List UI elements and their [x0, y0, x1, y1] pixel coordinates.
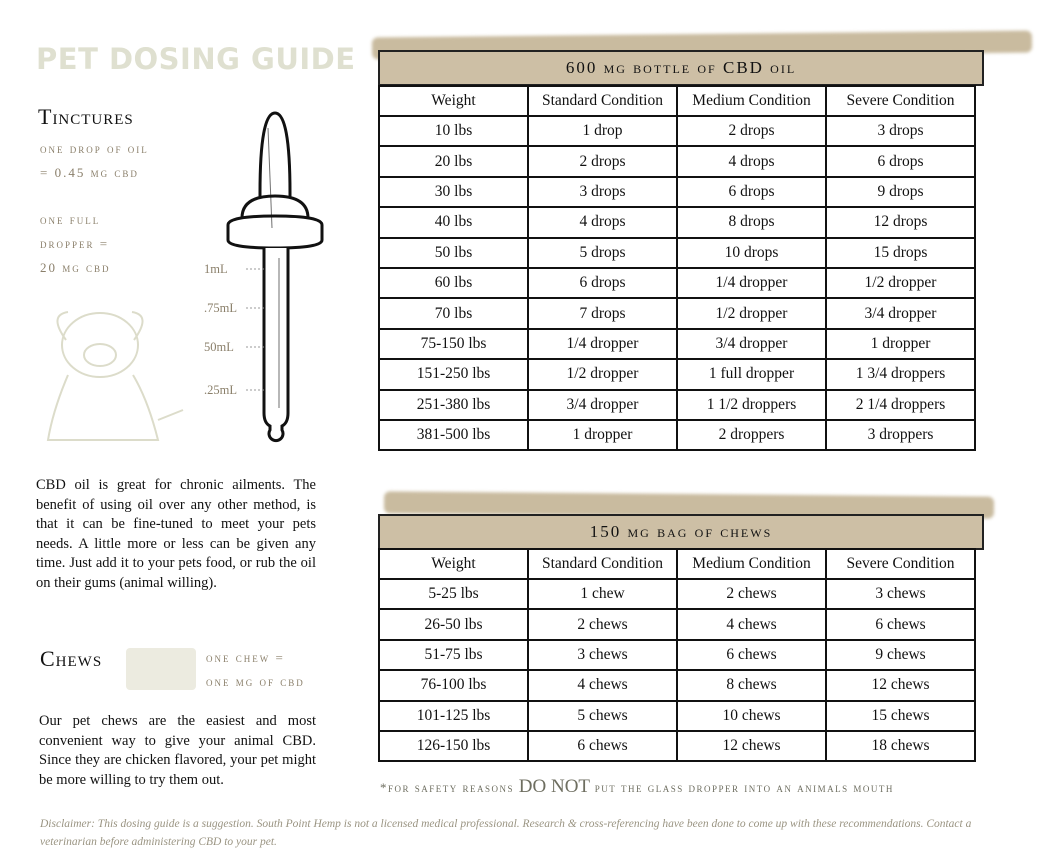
table-cell: 8 chews — [677, 670, 826, 700]
table-cell: 51-75 lbs — [379, 640, 528, 670]
table-row — [379, 298, 975, 328]
table-cell: 10 drops — [677, 238, 826, 268]
page-title: PET DOSING GUIDE — [36, 42, 356, 76]
table-cell: 50 lbs — [379, 238, 528, 268]
table-cell: 40 lbs — [379, 207, 528, 237]
table-cell: 2 drops — [677, 116, 826, 146]
drop-note — [40, 137, 149, 185]
dropper-note-line: dropper = — [40, 236, 110, 251]
table-cell: 8 drops — [677, 207, 826, 237]
table-cell: 2 1/4 droppers — [826, 390, 975, 420]
table-cell: 126-150 lbs — [379, 731, 528, 761]
table-cell: 101-125 lbs — [379, 701, 528, 731]
table-cell: 18 chews — [826, 731, 975, 761]
table-cell: 3/4 dropper — [677, 329, 826, 359]
table-cell: 3 drops — [826, 116, 975, 146]
table-cell: 6 chews — [528, 731, 677, 761]
table-cell: 9 chews — [826, 640, 975, 670]
table-cell: 2 chews — [528, 609, 677, 639]
table-cell: 1 3/4 droppers — [826, 359, 975, 389]
table-row — [379, 609, 975, 639]
table-cell: 1/2 dropper — [677, 298, 826, 328]
table-cell: 60 lbs — [379, 268, 528, 298]
table-cell: 10 chews — [677, 701, 826, 731]
table-cell: 6 chews — [826, 609, 975, 639]
table-cell: 5 drops — [528, 238, 677, 268]
chew-illustration — [126, 648, 196, 690]
table-cell: 12 chews — [677, 731, 826, 761]
table-cell: 3 chews — [826, 579, 975, 609]
column-header: Standard Condition — [528, 549, 677, 579]
table-cell: 3 chews — [528, 640, 677, 670]
table-cell: 7 drops — [528, 298, 677, 328]
table-cell: 1 dropper — [826, 329, 975, 359]
table-cell: 1 1/2 droppers — [677, 390, 826, 420]
table-cell: 2 droppers — [677, 420, 826, 450]
table-cell: 1/4 dropper — [677, 268, 826, 298]
table-cell: 1/2 dropper — [528, 359, 677, 389]
table-row — [379, 177, 975, 207]
table-cell: 15 chews — [826, 701, 975, 731]
table-cell: 3 droppers — [826, 420, 975, 450]
table-row — [379, 207, 975, 237]
chew-table-title: 150 mg bag of chews — [378, 514, 984, 550]
table-row — [379, 731, 975, 761]
puppy-illustration — [38, 300, 188, 450]
table-row — [379, 390, 975, 420]
table-cell: 6 drops — [826, 146, 975, 176]
table-cell: 151-250 lbs — [379, 359, 528, 389]
chew-note-line: one chew = — [206, 650, 285, 665]
table-row — [379, 420, 975, 450]
table-cell: 2 chews — [677, 579, 826, 609]
table-row — [379, 670, 975, 700]
table-cell: 3/4 dropper — [826, 298, 975, 328]
chews-paragraph: Our pet chews are the easiest and most convenient way to give your animal CBD. Since they are chicken flavored, your pet might be more willing to try them out. — [39, 713, 316, 788]
table-cell: 6 drops — [528, 268, 677, 298]
table-cell: 6 chews — [677, 640, 826, 670]
dropper-note — [40, 208, 111, 280]
dropper-note-line: 20 mg cbd — [40, 260, 111, 275]
drop-note-line: = 0.45 mg cbd — [40, 165, 139, 180]
table-cell: 70 lbs — [379, 298, 528, 328]
table-row — [379, 238, 975, 268]
table-cell: 1 full dropper — [677, 359, 826, 389]
warning-emphasis: DO NOT — [518, 776, 591, 797]
table-cell: 2 drops — [528, 146, 677, 176]
table-row — [379, 579, 975, 609]
table-row — [379, 146, 975, 176]
oil-dosing-table — [378, 85, 976, 451]
table-cell: 4 drops — [677, 146, 826, 176]
table-cell: 3/4 dropper — [528, 390, 677, 420]
table-cell: 15 drops — [826, 238, 975, 268]
table-cell: 26-50 lbs — [379, 609, 528, 639]
column-header: Severe Condition — [826, 549, 975, 579]
column-header: Weight — [379, 549, 528, 579]
table-cell: 1/2 dropper — [826, 268, 975, 298]
chew-note-line: one mg of cbd — [206, 674, 305, 689]
table-cell: 381-500 lbs — [379, 420, 528, 450]
table-row — [379, 701, 975, 731]
mark-1ml: 1mL — [204, 262, 228, 276]
chews-heading: Chews — [40, 646, 103, 671]
table-cell: 5 chews — [528, 701, 677, 731]
column-header: Weight — [379, 86, 528, 116]
table-cell: 1/4 dropper — [528, 329, 677, 359]
table-cell: 4 chews — [528, 670, 677, 700]
table-cell: 4 drops — [528, 207, 677, 237]
table-cell: 6 drops — [677, 177, 826, 207]
table-cell: 5-25 lbs — [379, 579, 528, 609]
table-cell: 3 drops — [528, 177, 677, 207]
warning-prefix: *for safety reasons — [380, 780, 519, 795]
table-cell: 10 lbs — [379, 116, 528, 146]
table-row — [379, 116, 975, 146]
table-cell: 30 lbs — [379, 177, 528, 207]
disclaimer: Disclaimer: This dosing guide is a suggestion. South Point Hemp is not a licensed medical professional. Research & cross-referencing have been done to come up with these recommendations. Contact a veterinarian before administering CBD to your pet. — [40, 818, 972, 848]
safety-warning — [380, 776, 894, 798]
drop-note-line: one drop of oil — [40, 141, 149, 156]
table-cell: 76-100 lbs — [379, 670, 528, 700]
warning-suffix: put the glass dropper into an animals mouth — [590, 780, 894, 795]
tinctures-heading: Tinctures — [38, 104, 134, 129]
tinctures-paragraph: CBD oil is great for chronic ailments. The benefit of using oil over any other method, is that it can be fine-tuned to meet your pets needs. A little more or less can be given any time. Just add it to your pets food, or rub the oil on their gums (animal willing). — [36, 477, 316, 591]
mark-075ml: .75mL — [204, 301, 237, 315]
table-cell: 9 drops — [826, 177, 975, 207]
dropper-tick-marks — [244, 260, 268, 400]
mark-025ml: .25mL — [204, 383, 237, 397]
header-row — [379, 86, 975, 116]
table-cell: 1 drop — [528, 116, 677, 146]
table-cell: 251-380 lbs — [379, 390, 528, 420]
column-header: Standard Condition — [528, 86, 677, 116]
table-cell: 1 dropper — [528, 420, 677, 450]
table-cell: 20 lbs — [379, 146, 528, 176]
table-cell: 12 drops — [826, 207, 975, 237]
table-cell: 12 chews — [826, 670, 975, 700]
table-row — [379, 329, 975, 359]
column-header: Severe Condition — [826, 86, 975, 116]
table-cell: 1 chew — [528, 579, 677, 609]
dropper-note-line: one full — [40, 212, 101, 227]
oil-table-title: 600 mg bottle of CBD oil — [378, 50, 984, 86]
table-cell: 4 chews — [677, 609, 826, 639]
chew-dosing-table — [378, 548, 976, 762]
dropper-illustration — [200, 108, 340, 453]
chew-note — [206, 646, 305, 694]
table-cell: 75-150 lbs — [379, 329, 528, 359]
mark-050ml: 50mL — [204, 340, 234, 354]
header-row — [379, 549, 975, 579]
column-header: Medium Condition — [677, 86, 826, 116]
table-row — [379, 268, 975, 298]
table-row — [379, 359, 975, 389]
table-row — [379, 640, 975, 670]
column-header: Medium Condition — [677, 549, 826, 579]
